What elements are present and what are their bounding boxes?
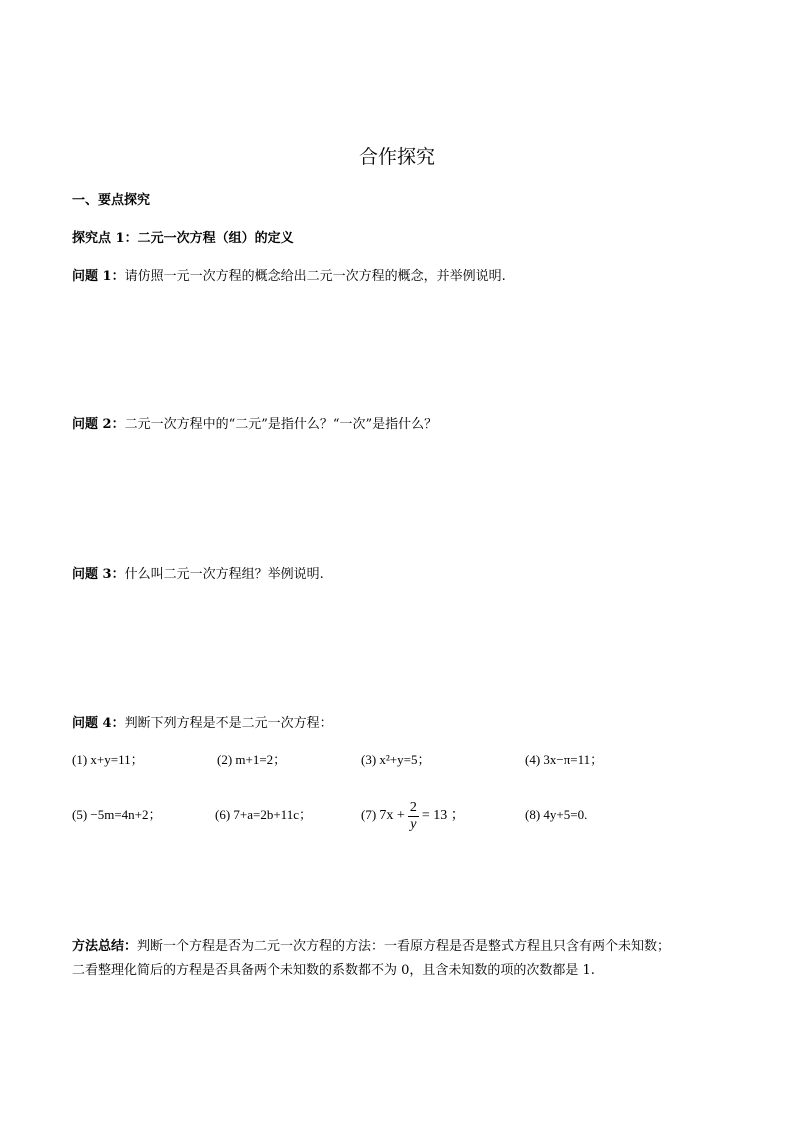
equation-3: (3) x²+y=5； xyxy=(361,752,431,767)
equation-4: (4) 3x−π=11； xyxy=(525,752,604,767)
method-summary-text-1: 判断一个方程是否为二元一次方程的方法：一看原方程是否是整式方程且只含有两个未知数； xyxy=(137,939,671,954)
equation-7-right: = 13 ； xyxy=(421,808,465,823)
method-summary-line-2: 二看整理化简后的方程是否具备两个未知数的系数都不为 0，且含未知数的项的次数都是 1. xyxy=(72,963,595,978)
question-3-label: 问题 3： xyxy=(72,567,125,582)
question-1-label: 问题 1： xyxy=(72,269,125,284)
question-4-label: 问题 4： xyxy=(72,716,125,731)
question-2-label: 问题 2： xyxy=(72,417,125,432)
equation-6: (6) 7+a=2b+11c； xyxy=(215,807,312,822)
question-2 xyxy=(72,416,437,434)
question-4 xyxy=(72,715,333,733)
equation-2: (2) m+1=2； xyxy=(217,752,287,767)
section-heading: 一、要点探究 xyxy=(72,193,151,208)
question-1 xyxy=(72,268,506,286)
equation-8: (8) 4y+5=0. xyxy=(525,807,588,822)
equation-7-fraction xyxy=(408,800,419,833)
equation-5: (5) −5m=4n+2； xyxy=(72,807,162,822)
equation-1: (1) x+y=11； xyxy=(72,752,144,767)
equation-7-denominator: y xyxy=(410,816,417,832)
question-2-text: 二元一次方程中的“二元”是指什么？“一次”是指什么？ xyxy=(124,417,438,432)
question-1-text: 请仿照一元一次方程的概念给出二元一次方程的概念，并举例说明. xyxy=(124,269,506,284)
equation-7-label: (7) xyxy=(361,807,377,822)
question-3-text: 什么叫二元一次方程组？举例说明. xyxy=(124,567,324,582)
method-summary-line-1 xyxy=(72,938,670,956)
question-3 xyxy=(72,566,324,584)
method-summary-label: 方法总结： xyxy=(72,939,138,954)
question-4-text: 判断下列方程是不是二元一次方程： xyxy=(124,716,333,731)
equation-7-numerator: 2 xyxy=(409,799,417,815)
page-title: 合作探究 xyxy=(358,146,435,168)
equation-7-left: 7x + xyxy=(379,808,405,823)
point-heading: 探究点 1：二元一次方程（组）的定义 xyxy=(72,231,294,246)
equation-7 xyxy=(361,794,465,836)
